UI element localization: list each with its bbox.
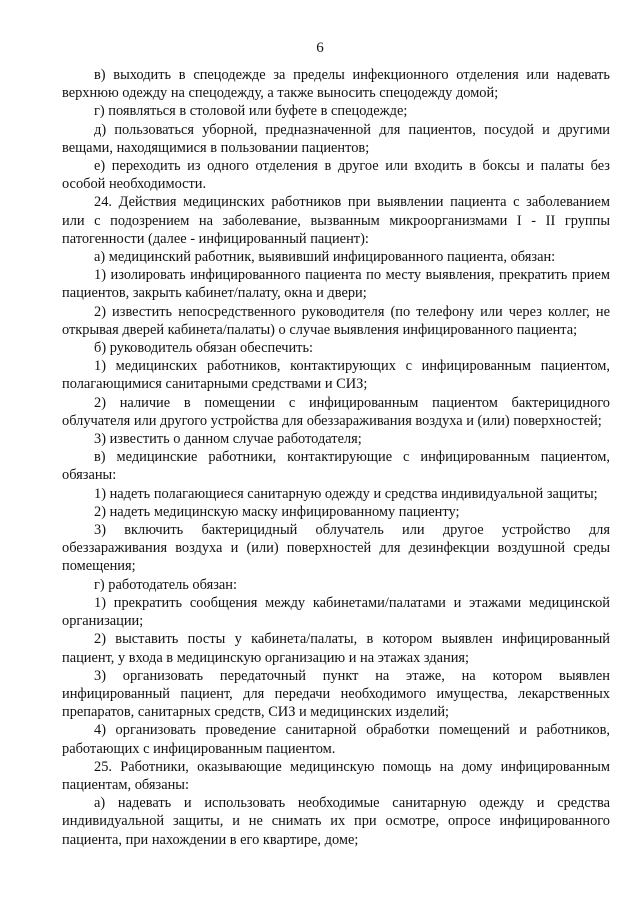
paragraph-24-a-1: 1) изолировать инфицированного пациента по месту выявления, прекратить прием пациентов, закрыть кабинет/палату, окна и двери; bbox=[62, 267, 610, 302]
paragraph-24-a: а) медицинский работник, выявивший инфицированного пациента, обязан: bbox=[94, 249, 556, 266]
page-number: 6 bbox=[316, 40, 324, 56]
paragraph-g: г) появляться в столовой или буфете в спецодежде; bbox=[94, 103, 408, 120]
paragraph-24-g-2: 2) выставить посты у кабинета/палаты, в котором выявлен инфицированный пациент, у входа в медицинскую организацию и на этажах здания; bbox=[62, 631, 610, 666]
paragraph-24-g-4: 4) организовать проведение санитарной обработки помещений и работников, работающих с инфицированным пациентом. bbox=[62, 722, 610, 757]
paragraph-24-a-2: 2) известить непосредственного руководителя (по телефону или через коллег, не открывая дверей кабинета/палаты) о случае выявления инфицированного пациента; bbox=[62, 303, 610, 338]
paragraph-24-v-1: 1) надеть полагающиеся санитарную одежду и средства индивидуальной защиты; bbox=[94, 485, 598, 502]
paragraph-24-b: б) руководитель обязан обеспечить: bbox=[94, 340, 314, 357]
paragraph-24-g-1: 1) прекратить сообщения между кабинетами/палатами и этажами медицинской организации; bbox=[62, 594, 610, 630]
paragraph-v: в) выходить в спецодежде за пределы инфекционного отделения или надевать верхнюю одежду на спецодежду, а также выносить спецодежду домой; bbox=[62, 67, 610, 102]
paragraph-24-b-1: 1) медицинских работников, контактирующих с инфицированным пациентом, полагающимися санитарными средствами и СИЗ; bbox=[62, 358, 610, 393]
paragraph-24-v: в) медицинские работники, контактирующие с инфицированным пациентом, обязаны: bbox=[62, 449, 610, 484]
paragraph-d: д) пользоваться уборной, предназначенной для пациентов, посудой и другими вещами, находящимися в пользовании пациентов; bbox=[62, 121, 610, 156]
paragraph-25-heading: 25. Работники, оказывающие медицинскую помощь на дому инфицированным пациентам, обязаны: bbox=[62, 758, 610, 793]
paragraph-24-heading: 24. Действия медицинских работников при выявлении пациента с заболеванием или с подозрением на заболевание, вызванным микроорганизмами I - II группы патогенности (далее - инфицированный пациент): bbox=[62, 194, 610, 247]
paragraph-24-v-2: 2) надеть медицинскую маску инфицированному пациенту; bbox=[94, 503, 460, 520]
paragraph-e: е) переходить из одного отделения в другое или входить в боксы и палаты без особой необходимости. bbox=[62, 158, 610, 193]
paragraph-24-b-2: 2) наличие в помещении с инфицированным пациентом бактерицидного облучателя или другого устройства для обеззараживания воздуха и (или) поверхностей; bbox=[62, 394, 610, 429]
document-body bbox=[62, 66, 610, 849]
paragraph-24-v-3: 3) включить бактерицидный облучатель или другое устройство для обеззараживания воздуха и (или) поверхностей для дезинфекции воздушной среды помещения; bbox=[62, 522, 610, 575]
paragraph-24-b-3: 3) известить о данном случае работодателя; bbox=[94, 431, 362, 448]
paragraph-24-g-3: 3) организовать передаточный пункт на этаже, на котором выявлен инфицированный пациент, для передачи необходимого имущества, лекарственных препаратов, санитарных средств, СИЗ и медицинских изделий; bbox=[62, 667, 610, 721]
paragraph-25-a: а) надевать и использовать необходимые санитарную одежду и средства индивидуальной защиты, и не снимать их при осмотре, опросе инфицированного пациента, при нахождении в его квартире, доме; bbox=[62, 795, 610, 848]
paragraph-24-g: г) работодатель обязан: bbox=[94, 576, 237, 593]
